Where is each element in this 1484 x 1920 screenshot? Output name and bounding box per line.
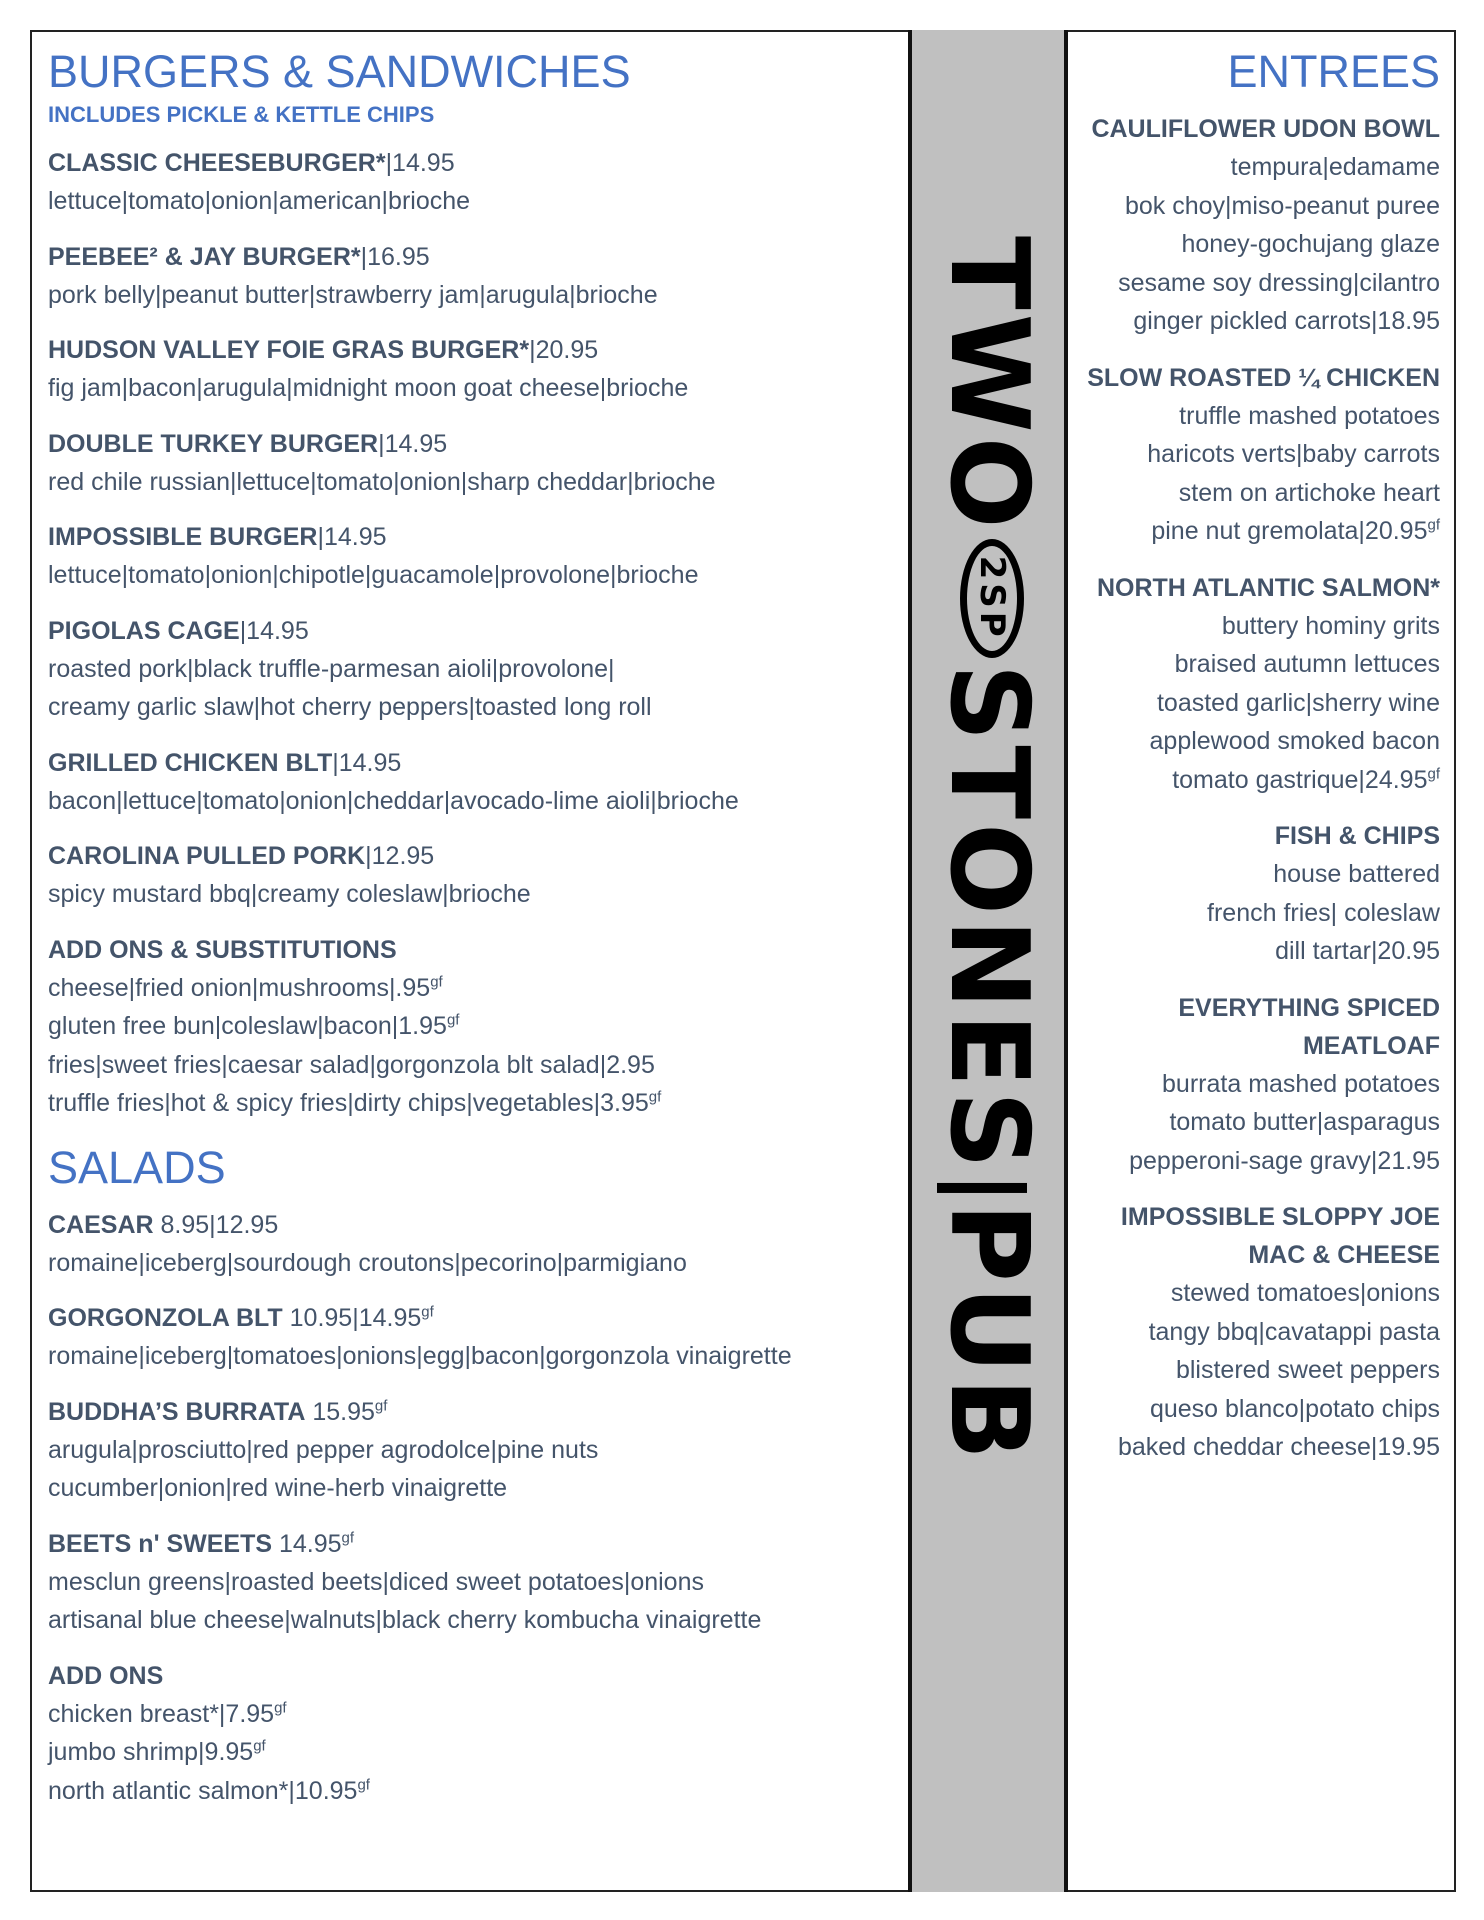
burgers-subtitle: INCLUDES PICKLE & KETTLE CHIPS <box>48 102 435 127</box>
item-price: |20.95 <box>529 336 599 364</box>
item-line <box>1080 512 1440 551</box>
item-description: arugula|prosciutto|red pepper agrodolce|pine nuts <box>48 1435 599 1464</box>
item-line <box>48 1772 908 1811</box>
menu-item <box>1080 1198 1440 1467</box>
line-text: braised autumn lettuces <box>1174 650 1440 678</box>
item-description: artisanal blue cheese|walnuts|black cherry kombucha vinaigrette <box>48 1606 762 1634</box>
item-heading <box>48 518 908 556</box>
line-text: pine nut gremolata|20.95 <box>1151 517 1428 545</box>
line-text: buttery hominy grits <box>1221 611 1440 640</box>
line-text: burrata mashed potatoes <box>1162 1069 1440 1098</box>
item-name: CAULIFLOWER UDON BOWL <box>1091 115 1440 143</box>
item-price: 14.95 <box>272 1529 342 1558</box>
item-name: CLASSIC CHEESEBURGER* <box>48 149 386 177</box>
burgers-title: BURGERS & SANDWICHES <box>48 46 631 97</box>
item-description: cucumber|onion|red wine-herb vinaigrette <box>48 1474 508 1502</box>
gluten-free-mark: gf <box>253 1737 266 1755</box>
item-name: BEETS n' SWEETS <box>48 1529 273 1558</box>
item-line <box>1080 684 1440 723</box>
item-line <box>1080 1274 1440 1313</box>
item-line <box>1080 894 1440 933</box>
line-text: french fries| coleslaw <box>1207 898 1440 927</box>
menu-item <box>48 238 908 315</box>
menu-item <box>48 518 908 595</box>
item-price: 10.95|14.95 <box>282 1304 422 1332</box>
item-line <box>1080 607 1440 646</box>
item-name: IMPOSSIBLE SLOPPY JOE <box>1120 1203 1440 1231</box>
line-text: haricots verts|baby carrots <box>1147 440 1440 468</box>
item-line <box>1080 435 1440 474</box>
menu-item <box>48 144 908 221</box>
menu-item <box>1080 989 1440 1181</box>
item-line <box>1080 397 1440 436</box>
item-line <box>1080 1390 1440 1429</box>
item-line <box>1080 932 1440 971</box>
logo-divider <box>937 1183 1027 1193</box>
item-description: romaine|iceberg|tomatoes|onions|egg|bacon|gorgonzola vinaigrette <box>48 1342 792 1370</box>
line-text: cheese|fried onion|mushrooms|.95 <box>48 973 431 1002</box>
item-heading <box>48 744 908 782</box>
item-heading <box>48 331 908 369</box>
gluten-free-mark: gf <box>274 1699 287 1717</box>
item-line <box>1080 302 1440 341</box>
item-description: fig jam|bacon|arugula|midnight moon goat cheese|brioche <box>48 374 689 402</box>
item-line <box>48 1695 908 1734</box>
menu-item <box>48 1299 908 1376</box>
item-line <box>1080 855 1440 894</box>
logo-badge: 2SP <box>960 539 1024 658</box>
left-column <box>48 44 908 1827</box>
item-line <box>48 1733 908 1772</box>
salad-items <box>48 1206 908 1640</box>
item-line <box>48 1007 908 1046</box>
burger-items <box>48 144 908 914</box>
item-line <box>1080 761 1440 800</box>
item-line <box>1080 1103 1440 1142</box>
item-line <box>1080 1142 1440 1181</box>
item-name: CAROLINA PULLED PORK <box>48 842 366 870</box>
line-text: truffle mashed potatoes <box>1179 401 1440 430</box>
item-line <box>48 1046 908 1085</box>
item-price: 15.95 <box>305 1397 375 1426</box>
item-line <box>1080 1351 1440 1390</box>
item-line <box>1080 1313 1440 1352</box>
item-price: |14.95 <box>378 429 448 458</box>
item-line <box>1080 474 1440 513</box>
gluten-free-mark: gf <box>1427 516 1440 534</box>
menu-item <box>48 425 908 502</box>
item-description: pork belly|peanut butter|strawberry jam|arugula|brioche <box>48 280 658 309</box>
line-text: bok choy|miso-peanut puree <box>1124 191 1440 220</box>
item-line <box>1080 1065 1440 1104</box>
gluten-free-mark: gf <box>648 1088 662 1106</box>
menu-item <box>48 331 908 408</box>
line-text: blistered sweet peppers <box>1175 1356 1440 1384</box>
menu-item <box>1080 110 1440 341</box>
item-name: CAESAR <box>48 1210 154 1239</box>
menu-item <box>48 1206 908 1283</box>
logo-banner <box>908 30 1068 1892</box>
logo-word-pub: PUB <box>926 1202 1051 1465</box>
line-text: stewed tomatoes|onions <box>1170 1279 1440 1307</box>
item-price: |14.95 <box>385 149 455 177</box>
menu-item <box>48 837 908 914</box>
line-text: tomato gastrique|24.95 <box>1172 765 1428 794</box>
logo-word-stones: STONES <box>926 663 1051 1173</box>
item-line <box>1080 148 1440 187</box>
item-name: DOUBLE TURKEY BURGER <box>48 429 379 458</box>
item-description: spicy mustard bbq|creamy coleslaw|brioche <box>48 880 531 908</box>
item-price: |14.95 <box>317 523 387 551</box>
burger-addon-lines <box>48 969 908 1123</box>
item-description: mesclun greens|roasted beets|diced sweet potatoes|onions <box>48 1567 704 1596</box>
line-text: tempura|edamame <box>1230 153 1440 181</box>
gluten-free-mark: gf <box>1427 765 1440 783</box>
item-name: HUDSON VALLEY FOIE GRAS BURGER* <box>48 336 530 364</box>
gluten-free-mark: gf <box>430 973 443 991</box>
line-text: queso blanco|potato chips <box>1149 1394 1440 1423</box>
item-name: PEEBEE² & JAY BURGER* <box>48 242 361 271</box>
menu-item <box>48 1393 908 1508</box>
item-name: IMPOSSIBLE BURGER <box>48 523 318 551</box>
line-text: honey-gochujang glaze <box>1181 230 1440 258</box>
item-description: roasted pork|black truffle-parmesan aioli|provolone| <box>48 654 615 683</box>
item-price: |14.95 <box>239 616 309 645</box>
item-line <box>1080 1428 1440 1467</box>
gluten-free-mark: gf <box>421 1303 434 1321</box>
item-line <box>1080 722 1440 761</box>
menu-item <box>1080 359 1440 551</box>
salad-addons <box>48 1657 908 1811</box>
line-text: tangy bbq|cavatappi pasta <box>1148 1317 1440 1346</box>
item-heading <box>48 1299 908 1337</box>
item-price: 8.95|12.95 <box>153 1210 279 1239</box>
item-name: EVERYTHING SPICED <box>1178 993 1440 1022</box>
item-name: BUDDHA’S BURRATA <box>48 1397 306 1426</box>
gluten-free-mark: gf <box>446 1011 460 1029</box>
item-name: GORGONZOLA BLT <box>48 1304 283 1332</box>
line-text: baked cheddar cheese|19.95 <box>1117 1433 1440 1461</box>
menu-item <box>48 612 908 727</box>
item-line <box>1080 187 1440 226</box>
item-name: MEATLOAF <box>1302 1031 1440 1060</box>
line-text: gluten free bun|coleslaw|bacon|1.95 <box>48 1012 447 1040</box>
item-description: bacon|lettuce|tomato|onion|cheddar|avocado-lime aioli|brioche <box>48 786 739 815</box>
item-description: romaine|iceberg|sourdough croutons|pecorino|parmigiano <box>48 1248 687 1277</box>
item-name: SLOW ROASTED ¼ CHICKEN <box>1087 363 1440 392</box>
item-name: PIGOLAS CAGE <box>48 616 240 645</box>
item-heading <box>48 1393 908 1431</box>
line-text: pepperoni-sage gravy|21.95 <box>1129 1146 1440 1175</box>
item-line <box>48 969 908 1008</box>
gluten-free-mark: gf <box>341 1529 355 1547</box>
item-heading <box>48 144 908 182</box>
item-heading <box>48 612 908 650</box>
line-text: house battered <box>1273 860 1440 888</box>
item-line <box>1080 264 1440 303</box>
item-price: |16.95 <box>360 242 430 271</box>
line-text: dill tartar|20.95 <box>1275 937 1440 965</box>
item-heading <box>48 837 908 875</box>
salad-addons-title: ADD ONS <box>48 1661 164 1690</box>
entree-items <box>1080 110 1440 1467</box>
item-name: NORTH ATLANTIC SALMON* <box>1096 573 1440 602</box>
two-stones-pub-logo <box>926 235 1051 1465</box>
item-heading <box>48 1525 908 1563</box>
item-price: |12.95 <box>365 842 435 870</box>
item-heading <box>48 238 908 276</box>
burger-addons <box>48 931 908 1123</box>
line-text: fries|sweet fries|caesar salad|gorgonzola blt salad|2.95 <box>48 1050 655 1079</box>
menu-item <box>1080 817 1440 971</box>
gluten-free-mark: gf <box>374 1397 388 1415</box>
item-line <box>48 1084 908 1123</box>
item-name: MAC & CHEESE <box>1248 1241 1440 1269</box>
line-text: toasted garlic|sherry wine <box>1156 688 1440 717</box>
menu-item <box>48 744 908 821</box>
item-line <box>1080 225 1440 264</box>
menu-item <box>1080 569 1440 800</box>
item-description: red chile russian|lettuce|tomato|onion|sharp cheddar|brioche <box>48 467 716 496</box>
menu-item <box>48 1525 908 1640</box>
line-text: sesame soy dressing|cilantro <box>1118 268 1440 297</box>
item-description: lettuce|tomato|onion|american|brioche <box>48 187 471 215</box>
line-text: chicken breast*|7.95 <box>48 1699 275 1728</box>
burger-addons-title: ADD ONS & SUBSTITUTIONS <box>48 935 397 964</box>
line-text: jumbo shrimp|9.95 <box>48 1738 254 1766</box>
item-description: creamy garlic slaw|hot cherry peppers|toasted long roll <box>48 693 652 721</box>
item-heading <box>48 425 908 463</box>
logo-word-two: TWO <box>926 235 1051 533</box>
item-description: lettuce|tomato|onion|chipotle|guacamole|provolone|brioche <box>48 561 699 589</box>
item-name: FISH & CHIPS <box>1274 822 1440 850</box>
line-text: stem on artichoke heart <box>1178 478 1440 507</box>
item-name: GRILLED CHICKEN BLT <box>48 748 333 777</box>
right-column <box>1080 44 1440 1485</box>
salad-addon-lines <box>48 1695 908 1811</box>
item-line <box>1080 645 1440 684</box>
line-text: ginger pickled carrots|18.95 <box>1133 307 1440 335</box>
entrees-title: ENTREES <box>1227 46 1440 97</box>
item-heading <box>48 1206 908 1244</box>
line-text: north atlantic salmon*|10.95 <box>48 1776 358 1805</box>
gluten-free-mark: gf <box>357 1776 370 1794</box>
line-text: applewood smoked bacon <box>1149 727 1440 755</box>
line-text: tomato butter|asparagus <box>1169 1108 1440 1136</box>
salads-title: SALADS <box>48 1141 226 1193</box>
line-text: truffle fries|hot & spicy fries|dirty chips|vegetables|3.95 <box>48 1089 649 1117</box>
item-price: |14.95 <box>332 748 402 777</box>
